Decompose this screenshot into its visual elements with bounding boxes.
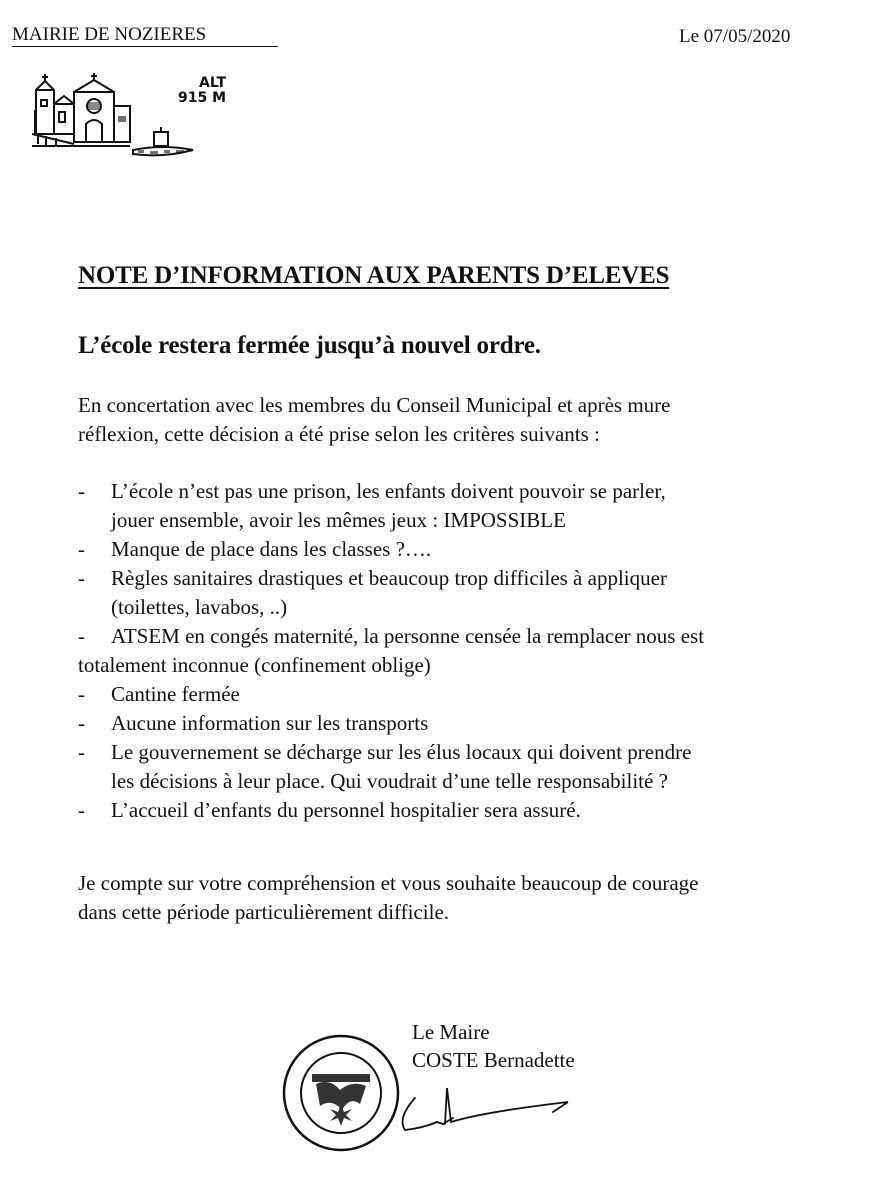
fountain-drawing-icon bbox=[130, 126, 196, 160]
signature-icon bbox=[393, 1078, 573, 1138]
criteria-text: Cantine fermée bbox=[111, 682, 240, 706]
signer-role: Le Maire bbox=[412, 1020, 490, 1044]
altitude-label bbox=[134, 76, 226, 106]
criteria-text: Aucune information sur les transports bbox=[111, 711, 429, 735]
criteria-item bbox=[78, 564, 878, 622]
handwritten-signature bbox=[393, 1078, 573, 1138]
intro-paragraph bbox=[78, 391, 868, 449]
bullet-dash: - bbox=[78, 479, 85, 503]
town-logo bbox=[30, 72, 226, 160]
town-seal-icon bbox=[280, 1032, 402, 1154]
criteria-text: (toilettes, lavabos, ..) bbox=[111, 595, 288, 619]
criteria-list bbox=[78, 477, 878, 825]
note-subtitle: L’école restera fermée jusqu’à nouvel ordre. bbox=[78, 332, 541, 359]
bullet-dash: - bbox=[78, 740, 85, 764]
signer-block bbox=[412, 1018, 575, 1074]
criteria-item bbox=[78, 535, 878, 564]
criteria-text: Le gouvernement se décharge sur les élus locaux qui doivent prendre bbox=[111, 740, 692, 764]
criteria-text: L’accueil d’enfants du personnel hospitalier sera assuré. bbox=[111, 798, 581, 822]
document-date: Le 07/05/2020 bbox=[679, 26, 791, 47]
bullet-dash: - bbox=[78, 624, 85, 648]
intro-line: réflexion, cette décision a été prise selon les critères suivants : bbox=[78, 422, 600, 446]
criteria-text: jouer ensemble, avoir les mêmes jeux : IMPOSSIBLE bbox=[111, 508, 566, 532]
criteria-text: Règles sanitaires drastiques et beaucoup trop difficiles à appliquer bbox=[111, 566, 667, 590]
closing-line: Je compte sur votre compréhension et vous souhaite beaucoup de courage bbox=[78, 871, 699, 895]
intro-line: En concertation avec les membres du Conseil Municipal et après mure bbox=[78, 393, 671, 417]
criteria-item bbox=[78, 622, 878, 680]
criteria-text: totalement inconnue (confinement oblige) bbox=[78, 653, 431, 677]
criteria-item bbox=[78, 738, 878, 796]
altitude-prefix: ALT bbox=[199, 75, 226, 91]
criteria-text: ATSEM en congés maternité, la personne censée la remplacer nous est bbox=[111, 624, 705, 648]
criteria-item bbox=[78, 477, 878, 535]
altitude-value: 915 M bbox=[177, 90, 226, 106]
criteria-item bbox=[78, 796, 878, 825]
bullet-dash: - bbox=[78, 566, 85, 590]
closing-line: dans cette période particulièrement difficile. bbox=[78, 900, 450, 924]
criteria-text: Manque de place dans les classes ?…. bbox=[111, 537, 432, 561]
signer-name: COSTE Bernadette bbox=[412, 1048, 575, 1072]
criteria-item bbox=[78, 680, 878, 709]
church-drawing-icon bbox=[30, 72, 140, 160]
official-stamp bbox=[280, 1032, 402, 1154]
organization-name: MAIRIE DE NOZIERES bbox=[12, 24, 278, 47]
bullet-dash: - bbox=[78, 537, 85, 561]
criteria-item bbox=[78, 709, 878, 738]
bullet-dash: - bbox=[78, 711, 85, 735]
criteria-text: les décisions à leur place. Qui voudrait d’une telle responsabilité ? bbox=[111, 769, 668, 793]
bullet-dash: - bbox=[78, 682, 85, 706]
bullet-dash: - bbox=[78, 798, 85, 822]
note-title: NOTE D’INFORMATION AUX PARENTS D’ELEVES bbox=[78, 262, 670, 289]
criteria-text: L’école n’est pas une prison, les enfants doivent pouvoir se parler, bbox=[111, 479, 666, 503]
closing-paragraph bbox=[78, 869, 698, 927]
